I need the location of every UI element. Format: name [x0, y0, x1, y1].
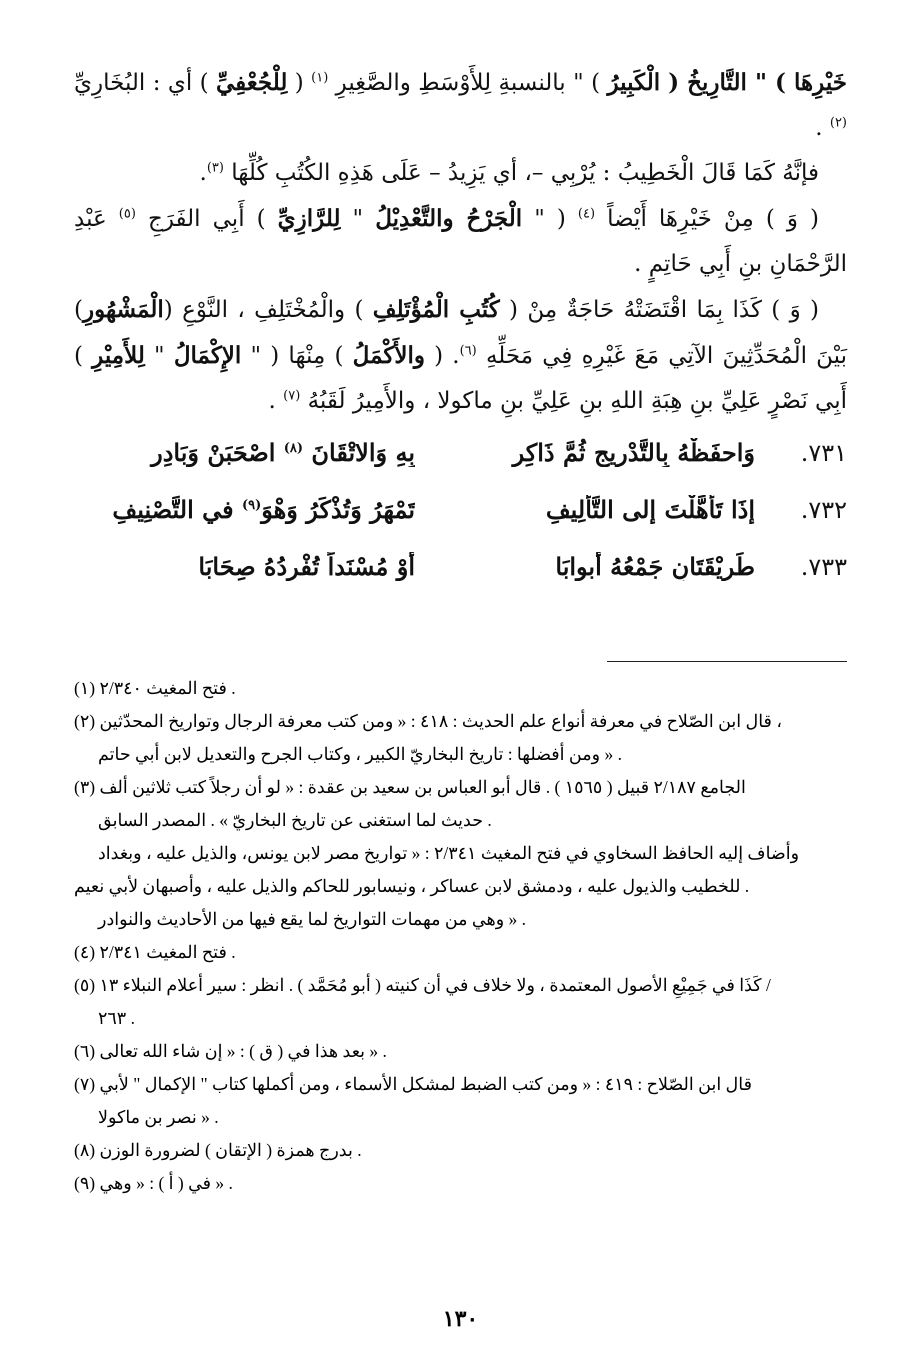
verse-second-hemistich — [74, 438, 415, 467]
verse-first-hemistich: طَرِيْقَتَانِ جَمْعُهُ أبوابَا — [555, 552, 755, 581]
text-run: ) أي : البُخَارِيِّ — [74, 70, 216, 96]
footnote-3: (٣) الجامع ٢/١٨٧ قبيل ( ١٥٦٥ ) . قال أبو العباس بن سعيد بن عقدة : « لو أن رجلاً كتب ثلاثين ألف — [74, 777, 746, 797]
footnote-ref[interactable]: (٥) — [118, 206, 136, 222]
footnote-2: (٢) قال ابن الصّلاح في معرفة أنواع علم الحديث : ٤١٨ : « ومن كتب معرفة الرجال وتواريخ المحدّثين ، — [74, 711, 782, 731]
verse-number: ٧٣٣. — [800, 553, 847, 581]
verse-block — [74, 438, 847, 609]
text-run: خَيْرِهَا ) " التَّارِيخُ ( — [660, 69, 847, 96]
footnote-9: (٩) في ( أ ) : « وهي » . — [74, 1173, 233, 1193]
footnote-3-cont: وأضاف إليه الحافظ السخاوي في فتح المغيث ٢/٣٤١ : « تواريخ مصر لابن يونس، والذيل عليه ، وبغداد — [98, 843, 800, 863]
text-run: اصْحَبَنْ وَبَادِرِ — [151, 438, 284, 467]
text-run: . — [815, 115, 830, 141]
footnote-ref[interactable]: (١) — [311, 70, 329, 86]
text-run: بِهِ وَالاتْقَانَ — [303, 438, 415, 467]
footnote-ref[interactable]: (٧) — [283, 388, 301, 404]
text-run: في التَّصْنِيفِ — [112, 495, 242, 524]
term-bold: الإِكْمَالُ — [173, 342, 242, 369]
footnote-ref[interactable]: (٤) — [577, 206, 596, 222]
footnote-1: (١) فتح المغيث ٢/٣٤٠ . — [74, 678, 236, 698]
verse-first-hemistich: وَاحفَظْهُ بِالتَّدْرِيجِ ثُمَّ ذَاكِرِ — [512, 438, 755, 467]
paragraph-2 — [74, 151, 847, 196]
footnote-ref[interactable]: (٨) — [283, 441, 304, 456]
footnote-6: (٦) بعد هذا في ( ق ) : « إن شاء الله تعالى » . — [74, 1041, 387, 1061]
footnote-5: (٥) كَذَا في جَمِيْعِ الأصول المعتمدة ، ولا خلاف في أن كنيته ( أبو مُحَمَّد ) . انظر : سير أعلام النبلاء ١٣ / — [74, 975, 771, 995]
term-bold: كُتُبِ الْمُؤْتَلِفِ — [372, 296, 500, 323]
text-run: ) " بالنسبةِ لِلأَوْسَطِ والصَّغِيرِ — [328, 70, 608, 96]
text-run: . — [268, 388, 284, 414]
text-run: " — [340, 206, 376, 232]
term-bold: الْمَشْهُورِ — [82, 296, 164, 323]
verse-number: ٧٣٢. — [800, 496, 847, 524]
footnote-3-cont: للخطيب والذيول عليه ، ودمشق لابن عساكر ، ونيسابور للحاكم والذيل عليه ، وأصبهان لأبي نعيم . — [74, 876, 750, 896]
footnote-7: (٧) قال ابن الصّلاح : ٤١٩ : « ومن كتب الضبط لمشكل الأسماء ، ومن أكملها كتاب " الإكمال " لأبي — [74, 1074, 752, 1094]
text-run: ) والْمُخْتَلِفِ ، النَّوْعِ ( — [163, 297, 373, 323]
footnote-ref[interactable]: (٣) — [206, 160, 224, 176]
verse-number: ٧٣١. — [800, 439, 847, 467]
text-run: عَبْدِ الرَّحْمَانِ بنِ أَبِي حَاتِمٍ . — [74, 206, 847, 277]
text-run: تَمْهَرُ وَتُذْكَرُ وَهْوَ — [261, 495, 415, 524]
text-run: . — [199, 160, 207, 186]
footnote-ref[interactable]: (٦) — [459, 343, 477, 359]
page-number: ١٣٠ — [442, 1306, 479, 1331]
footnotes — [74, 672, 847, 1200]
footnote-8: (٨) بدرج همزة ( الإتقان ) لضرورة الوزن . — [74, 1140, 362, 1160]
text-run: " — [144, 343, 174, 369]
footnote-divider — [607, 661, 847, 662]
main-text — [74, 60, 847, 424]
verse-733 — [74, 552, 847, 609]
term-bold: لِلْجُعْفِيِّ — [215, 69, 288, 96]
term-bold: والأَكْمَلُ — [352, 342, 425, 369]
term-bold: لِلأَمِيْرِ — [92, 342, 145, 369]
footnote-2-cont: ومن أفضلها : تاريخ البخاريّ الكبير ، وكتاب الجرح والتعديل لابن أبي حاتم » . — [98, 744, 622, 764]
term-bold: لِلرَّازِيِّ — [277, 205, 341, 232]
text-run: فإنَّهُ كَمَا قَالَ الْخَطِيبُ : يُرْبِي –، أي يَزِيدُ – عَلَى هَذِهِ الكُتُبِ كُلِّهَا — [223, 160, 819, 186]
text-run: ) أَبِي نَصْرٍ عَلِيِّ بنِ هِبَةِ اللهِ بنِ عَلِيِّ بنِ ماكولا ، والأَمِيرُ لَقَبُهُ — [74, 343, 847, 414]
text-run: ) مِنْهَا ( " — [241, 343, 353, 369]
text-run: ( وَ ) كَذَا بِمَا اقْتَضَتْهُ حَاجَةٌ مِنْ ( — [499, 297, 819, 323]
paragraph-3 — [74, 196, 847, 287]
verse-first-hemistich: إذَا تَأَهَّلْتَ إلى التَّأْلِيفِ — [545, 495, 755, 524]
footnote-5-cont: ٢٦٣ . — [98, 1008, 135, 1028]
footnote-ref[interactable]: (٢) — [829, 115, 847, 131]
verse-731 — [74, 438, 847, 495]
footnote-3-cont: حديث لما استغنى عن تاريخ البخاريّ » . المصدر السابق . — [98, 810, 492, 830]
text-run: . ( — [424, 343, 460, 369]
footnote-3-cont: وهي من مهمات التواريخ لما يقع فيها من الأحاديث والنوادر » . — [98, 909, 527, 929]
footnote-4: (٤) فتح المغيث ٢/٣٤١ . — [74, 942, 236, 962]
text-run: ( " — [522, 206, 578, 232]
text-run: ( — [287, 70, 312, 96]
paragraph-1 — [74, 60, 847, 151]
term-bold: الْجَرْحُ والتَّعْدِيْلُ — [375, 205, 523, 232]
paragraph-4 — [74, 287, 847, 424]
verse-732 — [74, 495, 847, 552]
footnote-ref[interactable]: (٩) — [241, 498, 262, 513]
verse-second-hemistich — [74, 495, 415, 524]
text-run: ( وَ ) مِنْ خَيْرِهَا أَيْضاً — [595, 206, 819, 232]
text-run: ) بَيْنَ الْمُحَدِّثِينَ الآتِي مَعَ غَيْرِهِ فِي مَحَلِّهِ — [74, 297, 848, 369]
term-bold: الْكَبِيرُ — [607, 69, 661, 96]
text-run: ) أَبِي الفَرَجِ — [135, 206, 278, 232]
verse-second-hemistich — [74, 552, 415, 581]
text-run: أَوْ مُسْنَداً تُفْرِدُهُ صِحَابَا — [198, 552, 415, 581]
footnote-7-cont: نصر بن ماكولا » . — [98, 1107, 219, 1127]
